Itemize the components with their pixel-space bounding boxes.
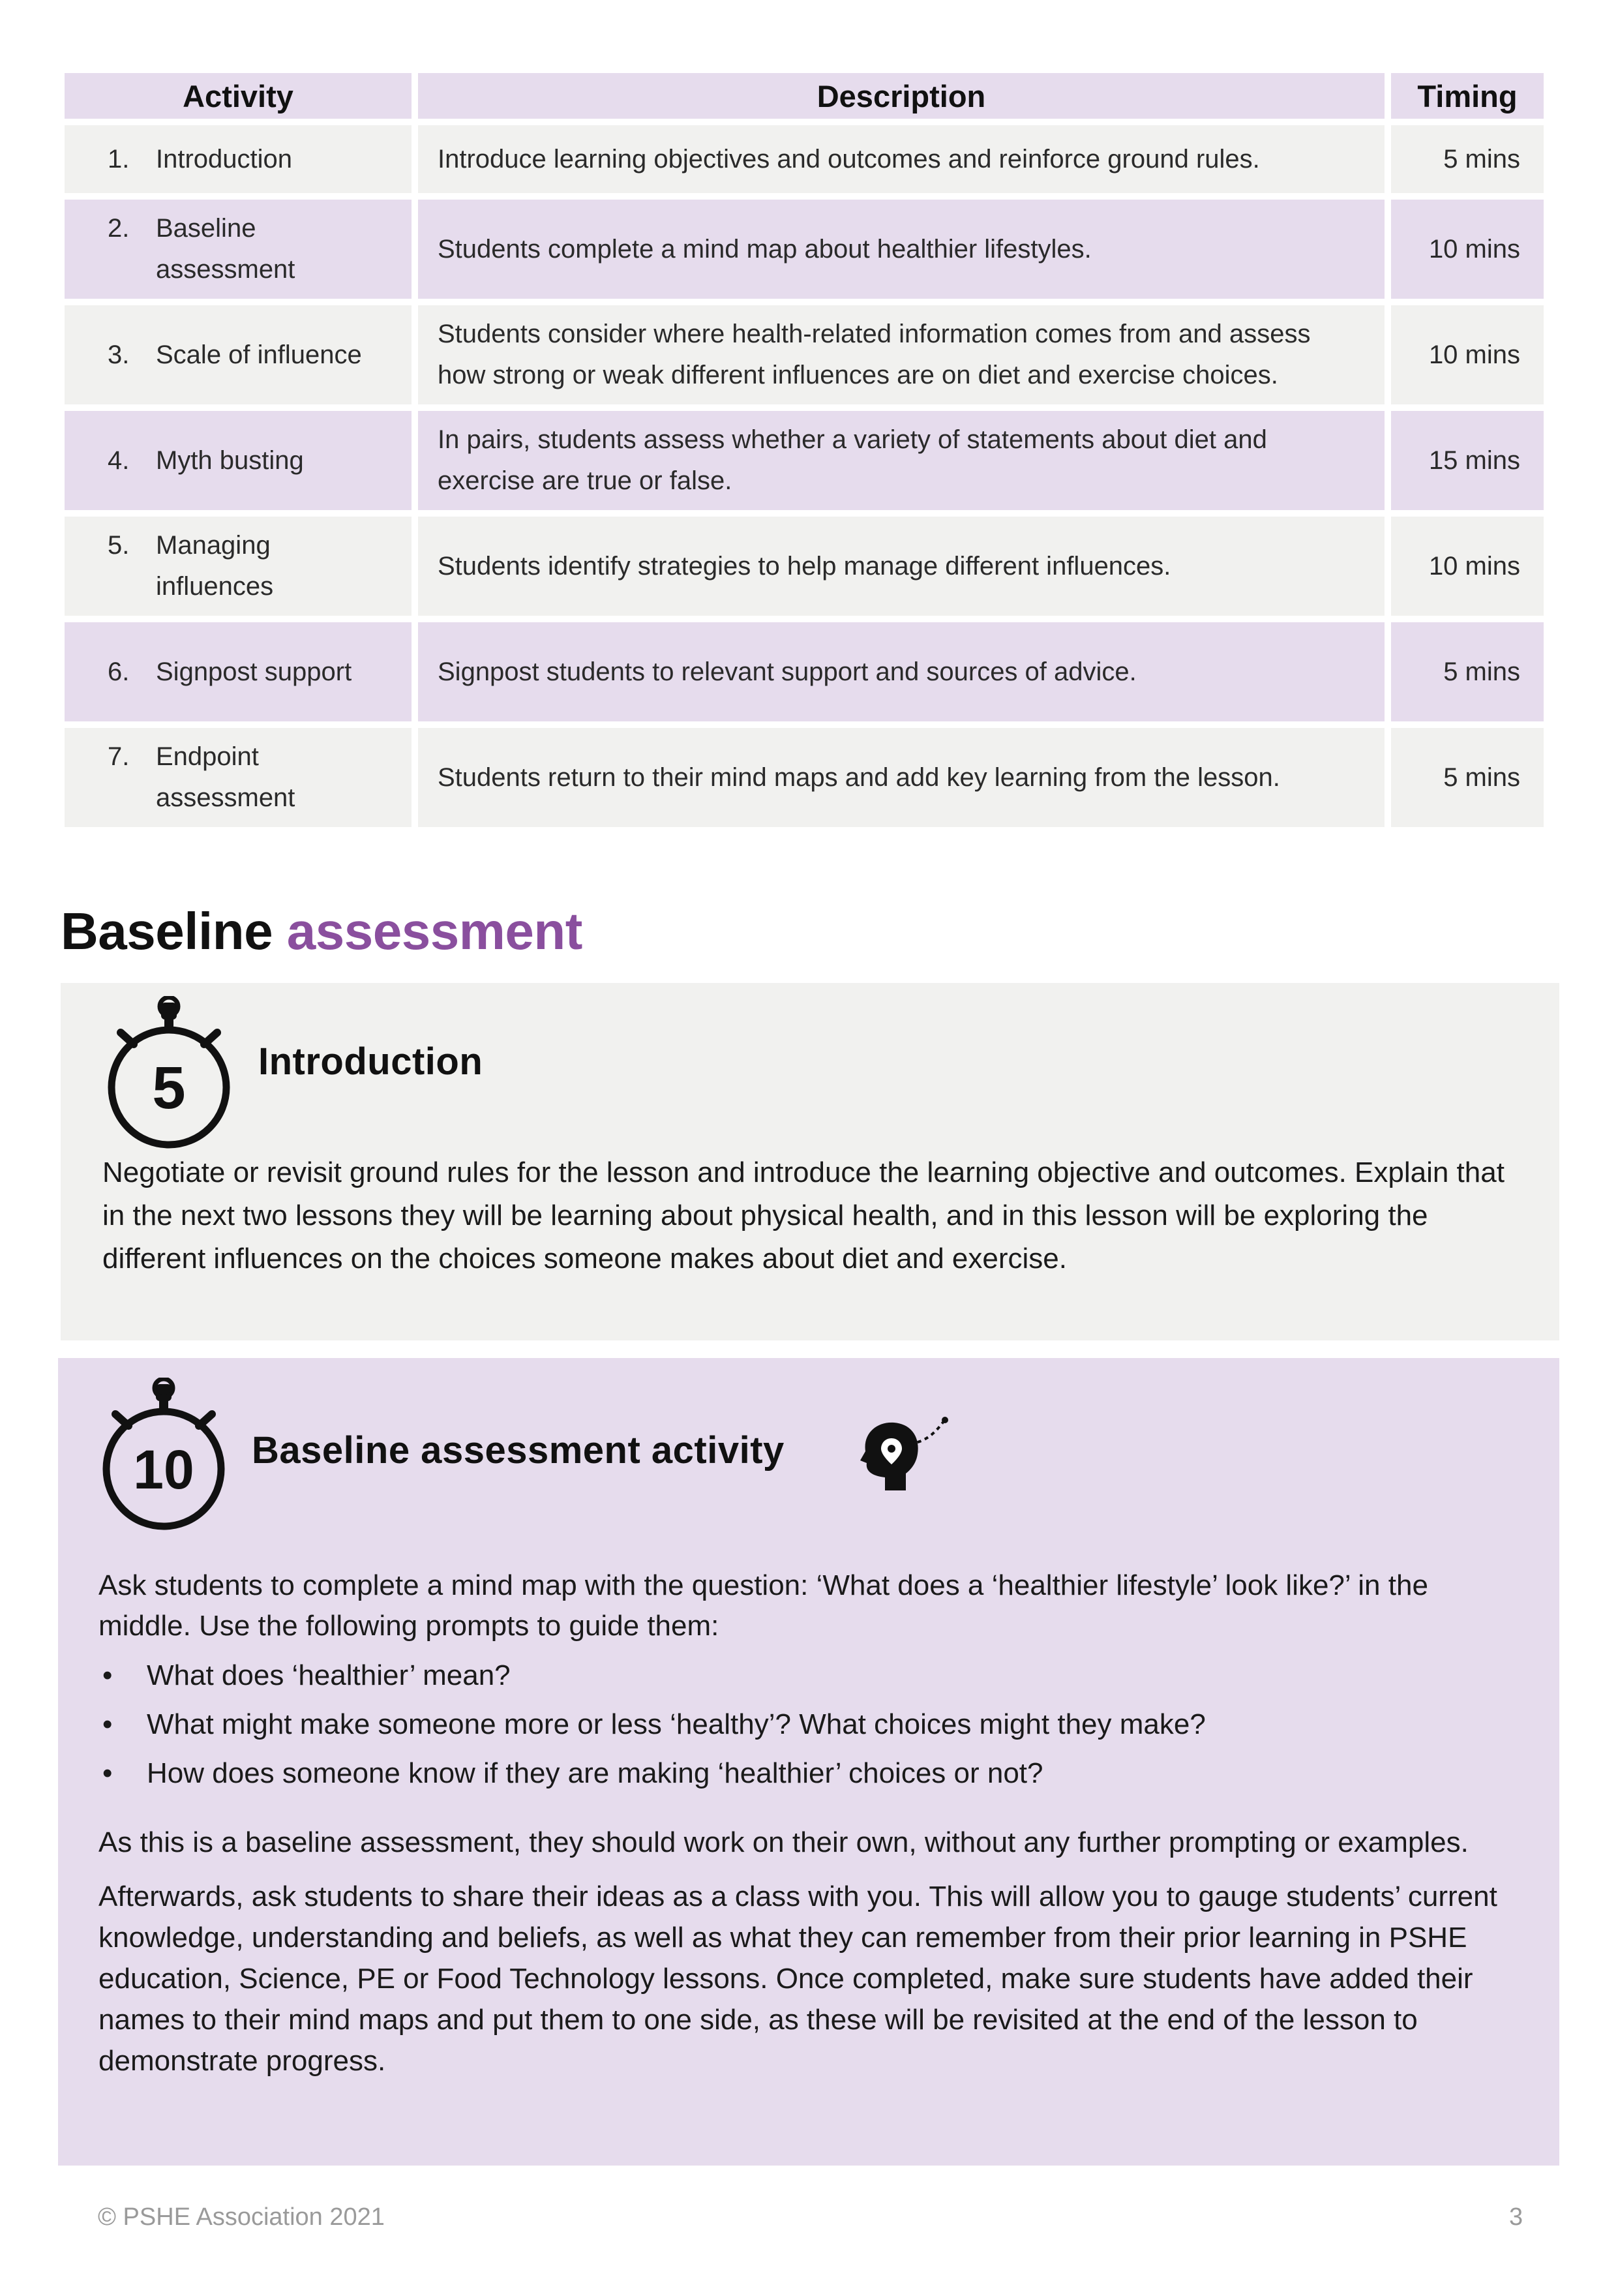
- table-row: [65, 622, 1544, 721]
- panel-title: Introduction: [258, 1040, 483, 1083]
- activity-cell: [65, 411, 412, 510]
- assessment-note: As this is a baseline assessment, they should work on their own, without any further prompting or examples.: [98, 1826, 1469, 1858]
- description-cell: Students identify strategies to help manage different influences.: [418, 517, 1385, 616]
- activity-label: Scale of influence: [156, 340, 362, 369]
- table-row: [65, 728, 1544, 827]
- timer-value: 10: [133, 1439, 194, 1500]
- activity-cell: [65, 517, 412, 616]
- stopwatch-icon: [104, 996, 234, 1153]
- activity-number: 1.: [108, 144, 130, 174]
- activity-number: 7.: [108, 742, 130, 771]
- header-activity: Activity: [65, 73, 412, 119]
- activity-label: Managing influences: [156, 531, 274, 601]
- description-cell: Students consider where health-related information comes from and assess how strong or weak different influences are on diet and exercise choices.: [418, 305, 1385, 404]
- activity-number: 6.: [108, 657, 130, 686]
- list-item: [98, 1754, 1527, 1803]
- stopwatch-icon: [98, 1378, 229, 1534]
- activity-cell: [65, 728, 412, 827]
- prompt-text: What does ‘healthier’ mean?: [147, 1659, 511, 1691]
- closing-text: Afterwards, ask students to share their ideas as a class with you. This will allow you to gauge students’ current knowledge, understanding and beliefs, as well as what they can remember from their prior learning in PSHE education, Science, PE or Food Technology lessons. Once completed, make sure students have added their names to their mind maps and put them to one side, as these will be revisited at the end of the lesson to demonstrate progress.: [98, 1881, 1497, 2077]
- activity-label: Myth busting: [156, 446, 304, 475]
- activity-number: 5.: [108, 531, 130, 560]
- table-row: [65, 411, 1544, 510]
- timing-cell: 15 mins: [1391, 411, 1544, 510]
- timing-cell: 10 mins: [1391, 305, 1544, 404]
- table-row: [65, 200, 1544, 299]
- bullet-icon: •: [102, 1659, 113, 1691]
- panel-body: Negotiate or revisit ground rules for the lesson and introduce the learning objective and outcomes. Explain that in the next two lessons they will be learning about physical health, and in this lesson will be exploring the different influences on the choices someone makes about diet and exercise.: [102, 1156, 1505, 1275]
- table-row: [65, 305, 1544, 404]
- bullet-icon: •: [102, 1708, 113, 1740]
- baseline-activity-panel: [58, 1358, 1559, 2166]
- introduction-panel: [61, 983, 1559, 1340]
- timing-cell: 5 mins: [1391, 125, 1544, 193]
- table-row: [65, 125, 1544, 193]
- description-cell: Introduce learning objectives and outcomes and reinforce ground rules.: [418, 125, 1385, 193]
- section-title-main: Baseline: [61, 902, 273, 960]
- timer-value: 5: [152, 1055, 186, 1121]
- page-number: 3: [1509, 2203, 1523, 2231]
- activity-label: Signpost support: [156, 657, 352, 686]
- activity-cell: [65, 200, 412, 299]
- activity-cell: [65, 305, 412, 404]
- activity-cell: [65, 125, 412, 193]
- table-row: [65, 517, 1544, 616]
- activity-label: Baseline assessment: [156, 214, 295, 284]
- activity-intro: Ask students to complete a mind map with the question: ‘What does a ‘healthier lifestyle’ look like?’ in the middle. Use the following prompts to guide them:: [98, 1569, 1428, 1642]
- activity-number: 3.: [108, 340, 130, 369]
- timing-cell: 5 mins: [1391, 622, 1544, 721]
- table-header-row: [65, 73, 1544, 119]
- timing-cell: 10 mins: [1391, 517, 1544, 616]
- list-item: [98, 1656, 1527, 1705]
- header-timing: Timing: [1391, 73, 1544, 119]
- bullet-icon: •: [102, 1757, 113, 1789]
- activity-label: Endpoint assessment: [156, 742, 295, 812]
- activity-number: 4.: [108, 446, 130, 475]
- footer-copyright: © PSHE Association 2021: [98, 2203, 385, 2231]
- description-cell: Students complete a mind map about healthier lifestyles.: [418, 200, 1385, 299]
- list-item: [98, 1705, 1527, 1754]
- activity-cell: [65, 622, 412, 721]
- head-thought-icon: [839, 1413, 950, 1498]
- prompt-text: What might make someone more or less ‘healthy’? What choices might they make?: [147, 1708, 1206, 1740]
- prompt-text: How does someone know if they are making ‘healthier’ choices or not?: [147, 1757, 1043, 1789]
- section-title: [61, 901, 582, 961]
- lesson-plan-table: [58, 67, 1550, 834]
- description-cell: Signpost students to relevant support and sources of advice.: [418, 622, 1385, 721]
- header-description: Description: [418, 73, 1385, 119]
- description-cell: Students return to their mind maps and add key learning from the lesson.: [418, 728, 1385, 827]
- description-cell: In pairs, students assess whether a variety of statements about diet and exercise are true or false.: [418, 411, 1385, 510]
- panel-title: Baseline assessment activity: [252, 1429, 785, 1472]
- timing-cell: 5 mins: [1391, 728, 1544, 827]
- activity-label: Introduction: [156, 144, 293, 174]
- section-title-accent: assessment: [286, 902, 582, 960]
- activity-number: 2.: [108, 214, 130, 243]
- prompt-list: [98, 1656, 1527, 1803]
- timing-cell: 10 mins: [1391, 200, 1544, 299]
